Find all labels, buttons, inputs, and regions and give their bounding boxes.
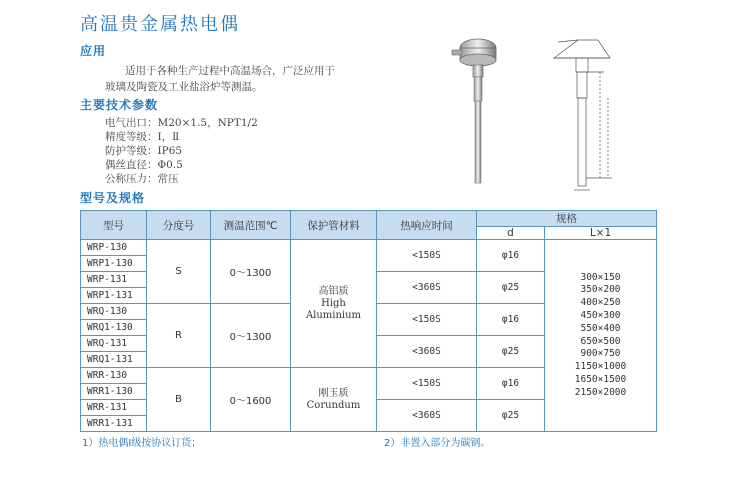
- material-corundum-text: 刚玉质 Corundum: [306, 387, 361, 411]
- param-pressure: 公称压力：常压: [105, 173, 179, 185]
- response-cell: <150S: [377, 368, 477, 400]
- response-cell: <360S: [377, 336, 477, 368]
- grade-cell: R: [147, 304, 211, 368]
- response-cell: <150S: [377, 304, 477, 336]
- application-text: [105, 63, 405, 95]
- col-header-range: 测温范围℃: [211, 211, 291, 240]
- model-cell: WRP-130: [81, 240, 147, 256]
- model-cell: WRR-131: [81, 400, 147, 416]
- col-header-spec: 规格: [477, 211, 657, 227]
- size-list-text: 300×150 350×200 400×250 450×300 550×400 650×500 900×750 1150×1000 1650×1500 2150×2000: [574, 271, 627, 398]
- col-header-model: 型号: [81, 211, 147, 240]
- product-photo: [432, 28, 512, 188]
- col-header-l: L×1: [545, 227, 657, 240]
- diameter-cell: φ25: [477, 400, 545, 432]
- page-title: 高温贵金属热电偶: [80, 14, 240, 35]
- model-cell: WRR1-131: [81, 416, 147, 432]
- material-cell-high-alumina: [291, 240, 377, 368]
- model-cell: WRR-130: [81, 368, 147, 384]
- tech-params-heading: 主要技术参数: [80, 98, 159, 112]
- application-line: 玻璃及陶瓷及工业盐浴炉等测温。: [105, 81, 263, 93]
- models-heading: 型号及规格: [80, 191, 146, 205]
- diameter-cell: φ16: [477, 240, 545, 272]
- dimension-drawing: [548, 28, 628, 198]
- response-cell: <150S: [377, 240, 477, 272]
- param-electrical-outlet: 电气出口：M20×1.5，NPT1/2: [105, 117, 258, 129]
- col-header-response: 热响应时间: [377, 211, 477, 240]
- application-heading: 应用: [80, 44, 107, 58]
- application-line: 适用于各种生产过程中高温场合，广泛应用于: [125, 65, 335, 77]
- response-cell: <360S: [377, 400, 477, 432]
- param-protection: 防护等级：IP65: [105, 145, 183, 157]
- diameter-cell: φ16: [477, 368, 545, 400]
- tech-params-list: [105, 116, 405, 186]
- footnote-1: 1）热电偶Ⅰ级按协议订货；: [82, 438, 202, 449]
- model-cell: WRQ-130: [81, 304, 147, 320]
- param-wire-diameter: 偶丝直径：Φ0.5: [105, 159, 183, 171]
- model-cell: WRP1-130: [81, 256, 147, 272]
- param-accuracy: 精度等级：Ⅰ，Ⅱ: [105, 131, 180, 143]
- grade-cell: B: [147, 368, 211, 432]
- spec-table: [80, 210, 657, 432]
- model-cell: WRQ1-131: [81, 352, 147, 368]
- size-list-cell: [545, 240, 657, 432]
- range-cell: 0～1300: [211, 240, 291, 304]
- footnote-2: 2）非置入部分为碳钢。: [384, 438, 491, 449]
- model-cell: WRP-131: [81, 272, 147, 288]
- diameter-cell: φ25: [477, 336, 545, 368]
- material-high-alumina-text: 高铝质 High Aluminium: [305, 285, 362, 321]
- range-cell: 0～1300: [211, 304, 291, 368]
- response-cell: <360S: [377, 272, 477, 304]
- model-cell: WRR1-130: [81, 384, 147, 400]
- col-header-d: d: [477, 227, 545, 240]
- model-cell: WRQ1-130: [81, 320, 147, 336]
- model-cell: WRP1-131: [81, 288, 147, 304]
- material-cell-corundum: [291, 368, 377, 432]
- col-header-material: 保护管材料: [291, 211, 377, 240]
- diameter-cell: φ25: [477, 272, 545, 304]
- range-cell: 0～1600: [211, 368, 291, 432]
- grade-cell: S: [147, 240, 211, 304]
- diameter-cell: φ16: [477, 304, 545, 336]
- col-header-grade: 分度号: [147, 211, 211, 240]
- model-cell: WRQ-131: [81, 336, 147, 352]
